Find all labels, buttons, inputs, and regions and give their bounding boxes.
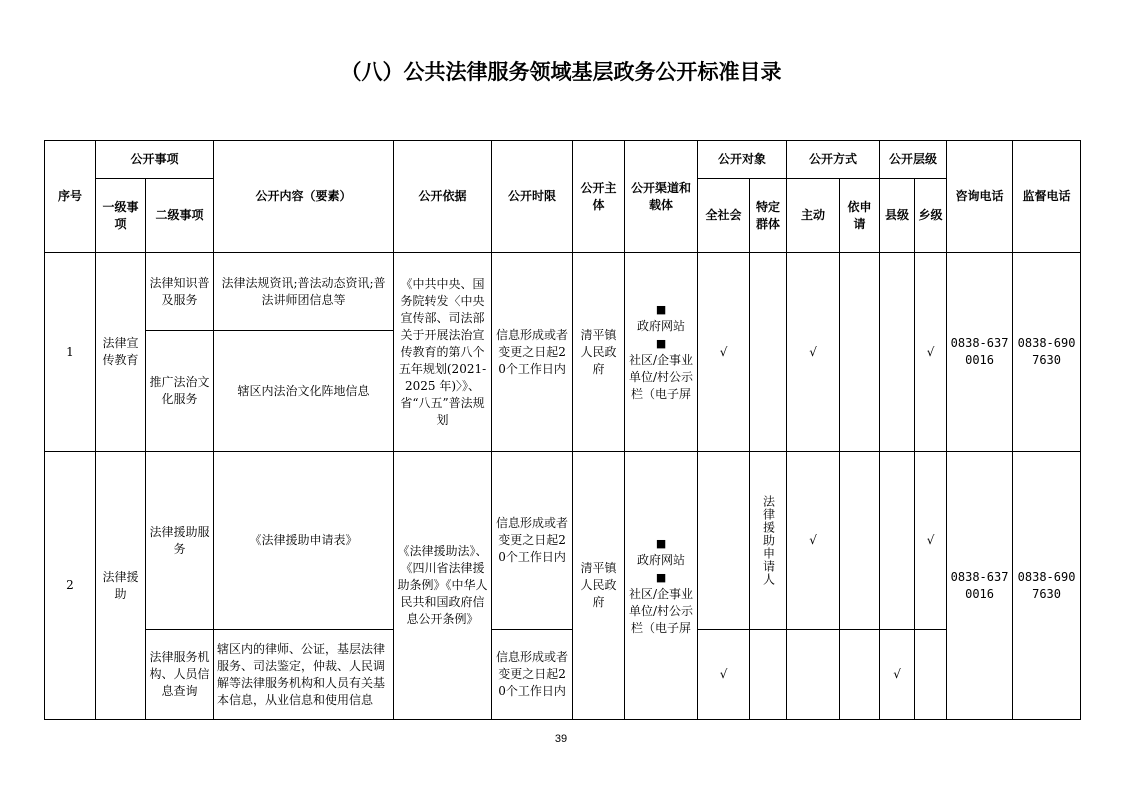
mark-target-all: √ [698, 630, 750, 720]
row-channel [625, 452, 698, 720]
header-level: 公开层级 [880, 141, 947, 179]
header-seq: 序号 [45, 141, 96, 253]
header-items: 公开事项 [96, 141, 214, 179]
mark-method-active: √ [787, 253, 840, 452]
table-row [45, 253, 1081, 331]
row-supervise-phone: 0838-6907630 [1013, 452, 1081, 720]
header-method-active: 主动 [787, 179, 840, 253]
specific-group-text: 法律援助申请人 [761, 495, 776, 586]
header-level2: 二级事项 [146, 179, 214, 253]
header-basis: 公开依据 [394, 141, 492, 253]
header-level1: 一级事项 [96, 179, 146, 253]
mark-target-specific [750, 630, 787, 720]
mark-method-active [787, 630, 840, 720]
table-row [45, 630, 1081, 720]
mark-method-request [840, 253, 880, 452]
bullet-square-icon: ■ [655, 337, 667, 350]
row-time-limit: 信息形成或者变更之日起20个工作日内 [492, 630, 573, 720]
channel-bulletin: 社区/企事业 单位/村公示栏（电子屏 [628, 586, 694, 635]
row-level2: 法律服务机构、人员信息查询 [146, 630, 214, 720]
header-supervise-phone: 监督电话 [1013, 141, 1081, 253]
row-time-limit: 信息形成或者变更之日起20个工作日内 [492, 253, 573, 452]
bullet-square-icon: ■ [655, 303, 667, 316]
header-method: 公开方式 [787, 141, 880, 179]
channel-website: 政府网站 [637, 552, 686, 567]
channel-bulletin: 社区/企事业 单位/村公示栏（电子屏 [628, 353, 694, 401]
mark-target-all [698, 452, 750, 630]
row-seq: 1 [45, 253, 96, 452]
row-level2: 法律援助服务 [146, 452, 214, 630]
mark-level-county [880, 253, 915, 452]
row-level2: 法律知识普及服务 [146, 253, 214, 331]
row-level1: 法律援助 [96, 452, 146, 720]
row-subject: 清平镇人民政府 [573, 253, 625, 452]
header-level-county: 县级 [880, 179, 915, 253]
row-consult-phone: 0838-6370016 [947, 452, 1013, 720]
mark-target-all: √ [698, 253, 750, 452]
header-subject: 公开主体 [573, 141, 625, 253]
header-time-limit: 公开时限 [492, 141, 573, 253]
header-method-request: 依申请 [840, 179, 880, 253]
header-content: 公开内容（要素） [214, 141, 394, 253]
header-target-specific: 特定群体 [750, 179, 787, 253]
row-time-limit: 信息形成或者变更之日起20个工作日内 [492, 452, 573, 630]
row-consult-phone: 0838-6370016 [947, 253, 1013, 452]
row-subject: 清平镇人民政府 [573, 452, 625, 720]
row-content: 辖区内法治文化阵地信息 [214, 331, 394, 452]
bullet-square-icon: ■ [655, 570, 667, 584]
channel-website: 政府网站 [637, 319, 686, 333]
table-row [45, 452, 1081, 630]
row-content: 法律法规资讯;普法动态资讯;普法讲师团信息等 [214, 253, 394, 331]
header-row-1 [45, 141, 1081, 179]
mark-target-specific [750, 253, 787, 452]
catalog-table [44, 140, 1081, 720]
row-basis: 《法律援助法》、《四川省法律援助条例》《中华人民共和国政府信息公开条例》 [394, 452, 492, 720]
row-basis: 《中共中央、国务院转发〈中央宣传部、司法部关于开展法治宣传教育的第八个五年规划(2021-2025 年)〉》、省“八五”普法规划 [394, 253, 492, 452]
mark-target-specific [750, 452, 787, 630]
row-seq: 2 [45, 452, 96, 720]
header-level-town: 乡级 [915, 179, 947, 253]
mark-level-county [880, 452, 915, 630]
row-supervise-phone: 0838-6907630 [1013, 253, 1081, 452]
row-channel [625, 253, 698, 452]
header-channel: 公开渠道和载体 [625, 141, 698, 253]
row-content: 辖区内的律师、公证，基层法律服务、司法鉴定，仲裁、人民调解等法律服务机构和人员有关基本信息，从业信息和使用信息 [214, 630, 394, 720]
mark-level-county: √ [880, 630, 915, 720]
header-consult-phone: 咨询电话 [947, 141, 1013, 253]
bullet-square-icon: ■ [655, 536, 667, 550]
header-target-all: 全社会 [698, 179, 750, 253]
mark-method-request [840, 630, 880, 720]
row-level2: 推广法治文化服务 [146, 331, 214, 452]
mark-level-town: √ [915, 253, 947, 452]
mark-level-town [915, 630, 947, 720]
mark-method-active: √ [787, 452, 840, 630]
header-target: 公开对象 [698, 141, 787, 179]
mark-level-town: √ [915, 452, 947, 630]
page-number: 39 [554, 733, 568, 745]
page-title: （八）公共法律服务领域基层政务公开标准目录 [340, 60, 782, 84]
row-level1: 法律宣传教育 [96, 253, 146, 452]
row-content: 《法律援助申请表》 [214, 452, 394, 630]
mark-method-request [840, 452, 880, 630]
